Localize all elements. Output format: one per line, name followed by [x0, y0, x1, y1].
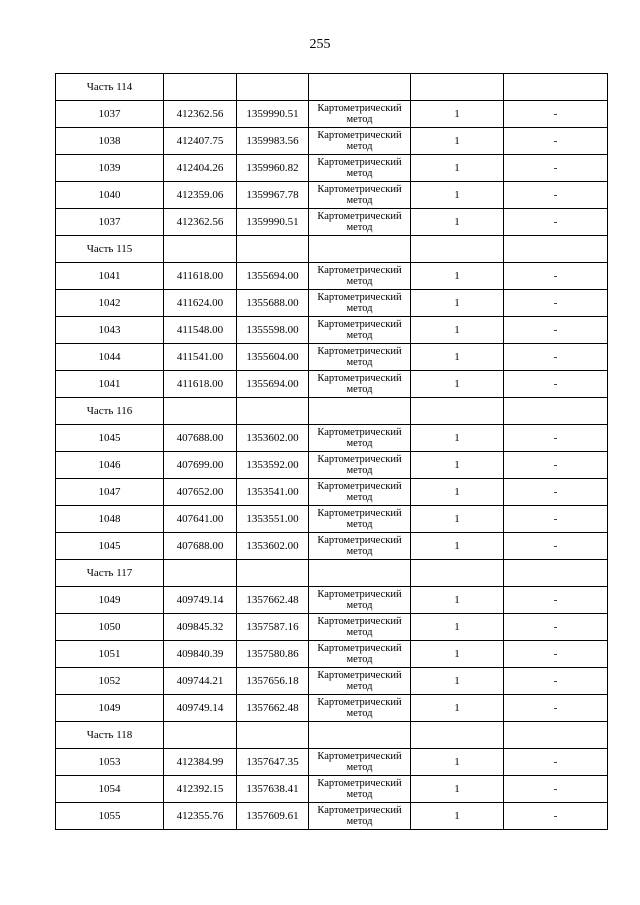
point-cell: 1041	[56, 371, 164, 398]
note-cell: -	[504, 695, 608, 722]
table-row	[56, 155, 608, 182]
table-row	[56, 776, 608, 803]
point-cell: 1049	[56, 695, 164, 722]
empty-cell	[411, 74, 504, 101]
method-cell: Картометрический метод	[309, 209, 411, 236]
note-cell: -	[504, 668, 608, 695]
accuracy-cell: 1	[411, 479, 504, 506]
note-cell: -	[504, 344, 608, 371]
y-coordinate-cell: 1355598.00	[237, 317, 309, 344]
point-cell: 1041	[56, 263, 164, 290]
empty-cell	[309, 236, 411, 263]
accuracy-cell: 1	[411, 425, 504, 452]
table-row	[56, 587, 608, 614]
y-coordinate-cell: 1359967.78	[237, 182, 309, 209]
method-cell: Картометрический метод	[309, 587, 411, 614]
page-number: 255	[309, 37, 331, 52]
method-cell: Картометрический метод	[309, 425, 411, 452]
empty-cell	[504, 74, 608, 101]
method-cell: Картометрический метод	[309, 344, 411, 371]
accuracy-cell: 1	[411, 209, 504, 236]
method-cell: Картометрический метод	[309, 452, 411, 479]
accuracy-cell: 1	[411, 182, 504, 209]
note-cell: -	[504, 425, 608, 452]
note-cell: -	[504, 263, 608, 290]
table-row	[56, 668, 608, 695]
method-cell: Картометрический метод	[309, 506, 411, 533]
accuracy-cell: 1	[411, 695, 504, 722]
x-coordinate-cell: 412384.99	[164, 749, 237, 776]
note-cell: -	[504, 155, 608, 182]
empty-cell	[237, 236, 309, 263]
method-cell: Картометрический метод	[309, 317, 411, 344]
method-cell: Картометрический метод	[309, 668, 411, 695]
y-coordinate-cell: 1355604.00	[237, 344, 309, 371]
table-row	[56, 506, 608, 533]
accuracy-cell: 1	[411, 155, 504, 182]
x-coordinate-cell: 412362.56	[164, 101, 237, 128]
method-cell: Картометрический метод	[309, 749, 411, 776]
note-cell: -	[504, 182, 608, 209]
table-row	[56, 695, 608, 722]
table-row	[56, 614, 608, 641]
section-header-row	[56, 560, 608, 587]
accuracy-cell: 1	[411, 452, 504, 479]
empty-cell	[411, 236, 504, 263]
accuracy-cell: 1	[411, 344, 504, 371]
section-title: Часть 116	[56, 398, 164, 425]
section-header-row	[56, 722, 608, 749]
accuracy-cell: 1	[411, 101, 504, 128]
empty-cell	[309, 74, 411, 101]
empty-cell	[309, 398, 411, 425]
empty-cell	[164, 74, 237, 101]
point-cell: 1050	[56, 614, 164, 641]
note-cell: -	[504, 803, 608, 830]
method-cell: Картометрический метод	[309, 101, 411, 128]
y-coordinate-cell: 1357662.48	[237, 587, 309, 614]
note-cell: -	[504, 641, 608, 668]
accuracy-cell: 1	[411, 776, 504, 803]
note-cell: -	[504, 776, 608, 803]
note-cell: -	[504, 128, 608, 155]
point-cell: 1045	[56, 425, 164, 452]
note-cell: -	[504, 317, 608, 344]
accuracy-cell: 1	[411, 641, 504, 668]
y-coordinate-cell: 1359990.51	[237, 209, 309, 236]
table-row	[56, 344, 608, 371]
y-coordinate-cell: 1357638.41	[237, 776, 309, 803]
accuracy-cell: 1	[411, 668, 504, 695]
table-body	[56, 74, 608, 830]
empty-cell	[504, 560, 608, 587]
point-cell: 1042	[56, 290, 164, 317]
empty-cell	[237, 560, 309, 587]
point-cell: 1047	[56, 479, 164, 506]
note-cell: -	[504, 749, 608, 776]
y-coordinate-cell: 1353602.00	[237, 533, 309, 560]
y-coordinate-cell: 1353592.00	[237, 452, 309, 479]
point-cell: 1037	[56, 209, 164, 236]
point-cell: 1044	[56, 344, 164, 371]
method-cell: Картометрический метод	[309, 803, 411, 830]
empty-cell	[309, 722, 411, 749]
method-cell: Картометрический метод	[309, 263, 411, 290]
section-title: Часть 118	[56, 722, 164, 749]
section-title: Часть 115	[56, 236, 164, 263]
table-row	[56, 425, 608, 452]
x-coordinate-cell: 412359.06	[164, 182, 237, 209]
accuracy-cell: 1	[411, 317, 504, 344]
method-cell: Картометрический метод	[309, 371, 411, 398]
x-coordinate-cell: 411618.00	[164, 263, 237, 290]
accuracy-cell: 1	[411, 290, 504, 317]
y-coordinate-cell: 1355694.00	[237, 263, 309, 290]
table-row	[56, 452, 608, 479]
empty-cell	[164, 722, 237, 749]
section-title: Часть 117	[56, 560, 164, 587]
empty-cell	[309, 560, 411, 587]
point-cell: 1037	[56, 101, 164, 128]
empty-cell	[411, 560, 504, 587]
table-row	[56, 749, 608, 776]
note-cell: -	[504, 371, 608, 398]
coordinates-table	[55, 73, 608, 830]
accuracy-cell: 1	[411, 749, 504, 776]
x-coordinate-cell: 407688.00	[164, 425, 237, 452]
x-coordinate-cell: 411548.00	[164, 317, 237, 344]
point-cell: 1052	[56, 668, 164, 695]
accuracy-cell: 1	[411, 128, 504, 155]
x-coordinate-cell: 409840.39	[164, 641, 237, 668]
empty-cell	[504, 398, 608, 425]
point-cell: 1055	[56, 803, 164, 830]
method-cell: Картометрический метод	[309, 479, 411, 506]
table-row	[56, 479, 608, 506]
table-row	[56, 641, 608, 668]
empty-cell	[504, 236, 608, 263]
point-cell: 1038	[56, 128, 164, 155]
point-cell: 1048	[56, 506, 164, 533]
section-header-row	[56, 398, 608, 425]
note-cell: -	[504, 533, 608, 560]
table-row	[56, 209, 608, 236]
method-cell: Картометрический метод	[309, 290, 411, 317]
y-coordinate-cell: 1357609.61	[237, 803, 309, 830]
table-row	[56, 101, 608, 128]
table-row	[56, 182, 608, 209]
table-row	[56, 371, 608, 398]
y-coordinate-cell: 1359990.51	[237, 101, 309, 128]
section-header-row	[56, 74, 608, 101]
y-coordinate-cell: 1353541.00	[237, 479, 309, 506]
y-coordinate-cell: 1357662.48	[237, 695, 309, 722]
y-coordinate-cell: 1353551.00	[237, 506, 309, 533]
y-coordinate-cell: 1359960.82	[237, 155, 309, 182]
x-coordinate-cell: 412392.15	[164, 776, 237, 803]
section-header-row	[56, 236, 608, 263]
empty-cell	[237, 722, 309, 749]
empty-cell	[164, 398, 237, 425]
accuracy-cell: 1	[411, 533, 504, 560]
x-coordinate-cell: 412404.26	[164, 155, 237, 182]
section-title: Часть 114	[56, 74, 164, 101]
method-cell: Картометрический метод	[309, 641, 411, 668]
x-coordinate-cell: 407688.00	[164, 533, 237, 560]
method-cell: Картометрический метод	[309, 128, 411, 155]
point-cell: 1046	[56, 452, 164, 479]
y-coordinate-cell: 1359983.56	[237, 128, 309, 155]
table-row	[56, 263, 608, 290]
x-coordinate-cell: 407641.00	[164, 506, 237, 533]
empty-cell	[237, 398, 309, 425]
note-cell: -	[504, 506, 608, 533]
point-cell: 1039	[56, 155, 164, 182]
point-cell: 1049	[56, 587, 164, 614]
empty-cell	[164, 236, 237, 263]
method-cell: Картометрический метод	[309, 776, 411, 803]
x-coordinate-cell: 407699.00	[164, 452, 237, 479]
y-coordinate-cell: 1357580.86	[237, 641, 309, 668]
table-row	[56, 128, 608, 155]
accuracy-cell: 1	[411, 263, 504, 290]
y-coordinate-cell: 1357647.35	[237, 749, 309, 776]
empty-cell	[504, 722, 608, 749]
y-coordinate-cell: 1355694.00	[237, 371, 309, 398]
empty-cell	[411, 398, 504, 425]
point-cell: 1051	[56, 641, 164, 668]
x-coordinate-cell: 407652.00	[164, 479, 237, 506]
accuracy-cell: 1	[411, 371, 504, 398]
table-row	[56, 533, 608, 560]
note-cell: -	[504, 452, 608, 479]
note-cell: -	[504, 587, 608, 614]
x-coordinate-cell: 409845.32	[164, 614, 237, 641]
y-coordinate-cell: 1357656.18	[237, 668, 309, 695]
empty-cell	[164, 560, 237, 587]
note-cell: -	[504, 209, 608, 236]
note-cell: -	[504, 101, 608, 128]
x-coordinate-cell: 411541.00	[164, 344, 237, 371]
method-cell: Картометрический метод	[309, 695, 411, 722]
empty-cell	[237, 74, 309, 101]
note-cell: -	[504, 290, 608, 317]
point-cell: 1045	[56, 533, 164, 560]
point-cell: 1054	[56, 776, 164, 803]
method-cell: Картометрический метод	[309, 614, 411, 641]
method-cell: Картометрический метод	[309, 182, 411, 209]
x-coordinate-cell: 411624.00	[164, 290, 237, 317]
table-row	[56, 317, 608, 344]
x-coordinate-cell: 412362.56	[164, 209, 237, 236]
method-cell: Картометрический метод	[309, 155, 411, 182]
accuracy-cell: 1	[411, 803, 504, 830]
table-row	[56, 803, 608, 830]
point-cell: 1053	[56, 749, 164, 776]
accuracy-cell: 1	[411, 587, 504, 614]
x-coordinate-cell: 409749.14	[164, 695, 237, 722]
y-coordinate-cell: 1355688.00	[237, 290, 309, 317]
accuracy-cell: 1	[411, 614, 504, 641]
note-cell: -	[504, 614, 608, 641]
x-coordinate-cell: 409749.14	[164, 587, 237, 614]
x-coordinate-cell: 412355.76	[164, 803, 237, 830]
x-coordinate-cell: 411618.00	[164, 371, 237, 398]
method-cell: Картометрический метод	[309, 533, 411, 560]
accuracy-cell: 1	[411, 506, 504, 533]
empty-cell	[411, 722, 504, 749]
x-coordinate-cell: 409744.21	[164, 668, 237, 695]
table-row	[56, 290, 608, 317]
x-coordinate-cell: 412407.75	[164, 128, 237, 155]
point-cell: 1043	[56, 317, 164, 344]
note-cell: -	[504, 479, 608, 506]
y-coordinate-cell: 1353602.00	[237, 425, 309, 452]
y-coordinate-cell: 1357587.16	[237, 614, 309, 641]
point-cell: 1040	[56, 182, 164, 209]
